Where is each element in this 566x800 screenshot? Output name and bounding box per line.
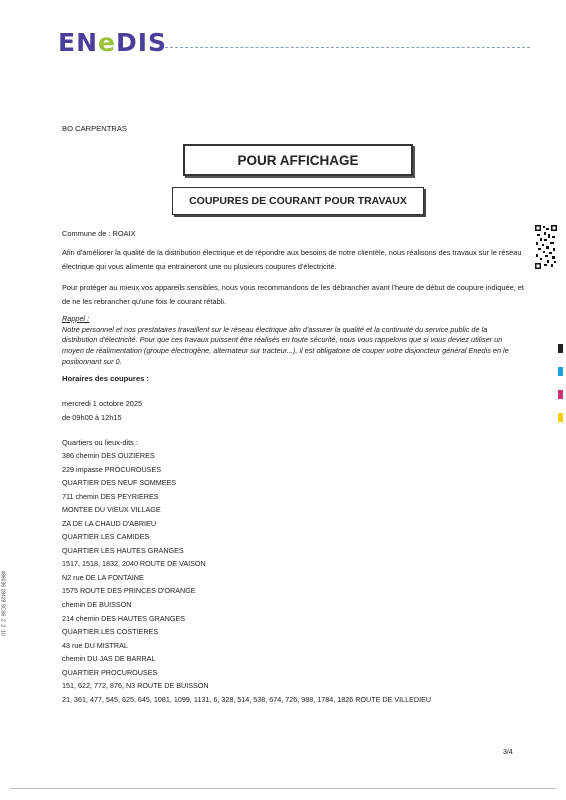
quartier-item: QUARTIER PROCUROUSES [62, 667, 158, 677]
quartier-item: N2 rue DE LA FONTAINE [62, 572, 144, 582]
quartier-item: QUARTIER LES COSTIERES [62, 627, 159, 637]
office-name: BO CARPENTRAS [62, 124, 127, 133]
quartier-item: 214 chemin DES HAUTES GRANGES [62, 613, 186, 623]
quartier-item: 43 rue DU MISTRAL [62, 640, 128, 650]
quartier-item: 229 impasse PROCUROUSES [62, 464, 162, 474]
print-mark [558, 367, 563, 376]
quartier-item: MONTEE DU VIEUX VILLAGE [62, 505, 161, 515]
print-color-marks [558, 344, 563, 436]
print-mark [558, 344, 563, 353]
qr-code-icon [534, 224, 558, 270]
bottom-rule [10, 788, 556, 789]
quartier-item: chemin DE BUISSON [62, 600, 132, 610]
intro-paragraph: Afin d'améliorer la qualité de la distribution électrique et de répondre aux besoins de notre clientèle, nous réalisons des travaux sur le réseau électrique qui vous alimente qui entraineront une ou plusieurs coupures d'électricité. [62, 248, 522, 271]
quartier-item: 1517, 1518, 1832, 2040 ROUTE DE VAISON [62, 559, 206, 569]
quartier-item: chemin DU JAS DE BARRAL [62, 654, 156, 664]
print-mark [558, 413, 563, 422]
quartier-item: ZA DE LA CHAUD D'ABRIEU [62, 518, 157, 528]
quartier-item: 711 chemin DES PEYRIERES [62, 491, 159, 501]
cut-date: mercredi 1 octobre 2025 [62, 399, 143, 408]
advice-paragraph: Pour protéger au mieux vos appareils sensibles, nous vous recommandons de les débrancher avant l'heure de début de coupure indiquée, et de ne les rebrancher qu'une fois le courant rétabli. [62, 283, 524, 306]
quartier-item: QUARTIER LES CAMIDES [62, 532, 150, 542]
quartier-item: QUARTIER DES NEUF SOMMEES [62, 478, 177, 488]
commune-line: Commune de : ROAIX [62, 229, 136, 238]
quartier-item: 386 chemin DES OUZIERES [62, 451, 155, 460]
rappel-text: Notre personnel et nos prestataires travaillent sur le réseau électrique afin d'assurer la qualité et la continuité du service public de la distribution d'électricité. Pour que ces travaux puissent être réalisés en toute sécurité, nous vous rappelons que si vous deviez utiliser un moyen de réalimentation (groupe électrogène, alternateur sur tracteur...), il est obligatoire de couper votre disjoncteur général Enedis en le positionnant sur 0. [62, 324, 509, 366]
quartier-item: 151, 622, 772, 876, N3 ROUTE DE BUISSON [62, 681, 209, 691]
side-reference-text: 486036 18429 SC36 .2. 2 .10 [0, 570, 6, 636]
quartier-item: 1575 ROUTE DES PRINCES D'ORANGE [62, 586, 196, 596]
cut-schedule [62, 397, 142, 425]
cut-time: de 09h00 à 12h15 [62, 413, 122, 422]
quartier-item: 21, 361, 477, 545, 625, 645, 1081, 1099, 1131, 6, 328, 514, 538, 674, 726, 988, 1784, 1826 ROUTE DE VILLEDIEU [62, 694, 432, 704]
page-number: 3/4 [503, 749, 513, 756]
rappel-label: Rappel : [62, 314, 90, 323]
page-title: POUR AFFICHAGE [183, 144, 413, 176]
rappel-block [62, 314, 524, 368]
quartiers-title: Quartiers ou lieux-dits : [62, 438, 138, 447]
header-rule [165, 47, 530, 48]
page-subtitle: COUPURES DE COURANT POUR TRAVAUX [172, 187, 424, 215]
quartiers-list [62, 449, 431, 706]
enedis-logo: ENeDIS [58, 28, 168, 57]
quartier-item: QUARTIER LES HAUTES GRANGES [62, 545, 184, 555]
hours-title: Horaires des coupures : [62, 374, 149, 383]
print-mark [558, 390, 563, 399]
